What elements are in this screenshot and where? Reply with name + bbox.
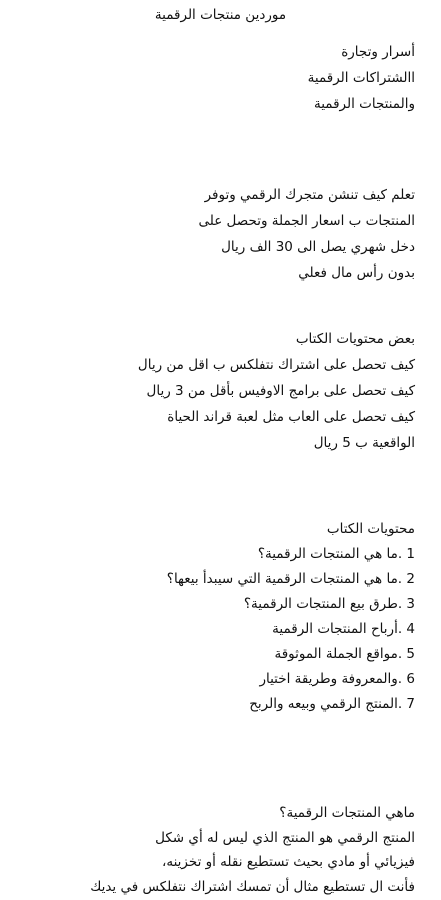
page-title: موردين منتجات الرقمية bbox=[154, 7, 287, 23]
some-contents-line: كيف تحصل على برامج الاوفيس بأقل من 3 ريال bbox=[146, 383, 415, 399]
description-line: دخل شهري يصل الى 30 الف ريال bbox=[221, 239, 415, 255]
some-contents-line: كيف تحصل على العاب مثل لعبة قراند الحياة bbox=[167, 409, 415, 425]
toc-item: 3 .طرق بيع المنتجات الرقمية؟ bbox=[243, 596, 415, 612]
toc-heading: محتويات الكتاب bbox=[326, 521, 415, 537]
what-is-line: المنتج الرقمي هو المنتج الذي ليس له أي شكل bbox=[155, 829, 415, 846]
toc-item: 6 .والمعروفة وطريقة اختيار bbox=[259, 671, 415, 687]
some-contents-block bbox=[15, 326, 415, 456]
some-contents-line: الواقعية ب 5 ريال bbox=[313, 435, 415, 451]
toc-item: 2 .ما هي المنتجات الرقمية التي سيبدأ بيعها؟ bbox=[166, 571, 415, 587]
intro-block bbox=[15, 39, 415, 117]
toc-block bbox=[15, 516, 415, 716]
what-is-line: فيزيائي أو مادي بحيث تستطيع نقله أو تخزينه، bbox=[161, 854, 415, 870]
description-line: بدون رأس مال فعلي bbox=[298, 265, 415, 281]
toc-item: 5 .مواقع الجملة الموثوقة bbox=[274, 646, 415, 662]
toc-item: 7 .المنتج الرقمي وبيعه والربح bbox=[249, 696, 415, 712]
intro-line: أسرار وتجارة bbox=[341, 44, 415, 60]
some-contents-heading: بعض محتويات الكتاب bbox=[295, 331, 415, 347]
description-line: المنتجات ب اسعار الجملة وتحصل على bbox=[198, 213, 415, 229]
some-contents-line: كيف تحصل على اشتراك نتفلكس ب اقل من ريال bbox=[137, 357, 415, 373]
intro-line: االشتراكات الرقمية bbox=[307, 70, 415, 86]
what-is-line: فأنت ال تستطيع مثال أن تمسك اشتراك نتفلكس في يديك bbox=[90, 878, 415, 895]
intro-line: والمنتجات الرقمية bbox=[313, 96, 415, 112]
description-block bbox=[15, 182, 415, 286]
what-is-heading: ماهي المنتجات الرقمية؟ bbox=[279, 805, 415, 821]
what-is-block bbox=[15, 801, 415, 899]
description-line: تعلم كيف تنشن متجرك الرقمي وتوفر bbox=[204, 187, 415, 203]
toc-item: 4 .أرباح المنتجات الرقمية bbox=[272, 621, 415, 637]
toc-item: 1 .ما هي المنتجات الرقمية؟ bbox=[257, 546, 415, 562]
